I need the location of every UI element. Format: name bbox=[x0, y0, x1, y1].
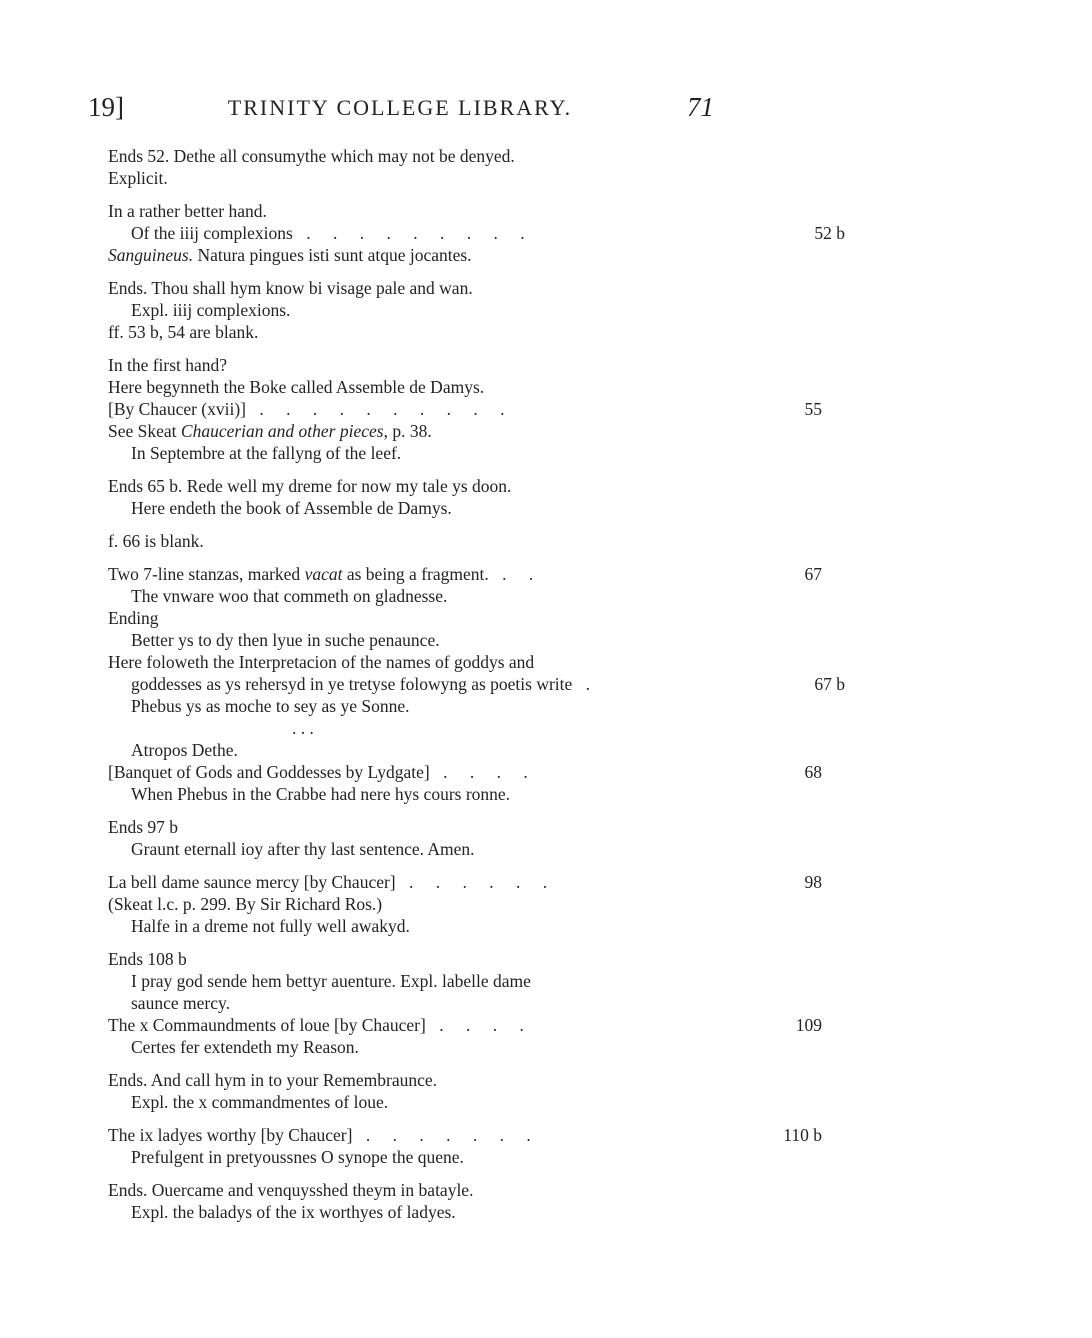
folio-ref: 68 bbox=[804, 762, 822, 782]
catalog-line: Ends. And call hym in to your Remembraunce. bbox=[108, 1070, 438, 1090]
catalog-line: Halfe in a dreme not fully well awakyd. bbox=[131, 916, 410, 936]
catalog-line: In a rather better hand. bbox=[108, 201, 267, 221]
catalog-line: Better ys to dy then lyue in suche penaunce. bbox=[131, 630, 440, 650]
catalog-line: Ends. Ouercame and venquysshed theym in batayle. bbox=[108, 1180, 474, 1200]
catalog-entry: [By Chaucer (xvii)] . . . . . . . . . . 55 bbox=[108, 399, 822, 419]
catalog-line: See Skeat Chaucerian and other pieces, p. 38. bbox=[108, 421, 432, 441]
folio-ref: 55 bbox=[804, 399, 822, 419]
catalog-line: Prefulgent in pretyoussnes O synope the quene. bbox=[131, 1147, 464, 1167]
catalog-entry: The ix ladyes worthy [by Chaucer] . . . . . . . 110 b bbox=[108, 1125, 822, 1145]
catalog-line: Expl. the x commandmentes of loue. bbox=[131, 1092, 389, 1112]
catalog-line: ff. 53 b, 54 are blank. bbox=[108, 322, 259, 342]
catalog-line: Expl. the baladys of the ix worthyes of ladyes. bbox=[131, 1202, 456, 1222]
catalog-line: Ends 97 b bbox=[108, 817, 178, 837]
catalog-entry: [Banquet of Gods and Goddesses by Lydgate] . . . . 68 bbox=[108, 762, 822, 782]
catalog-line: In Septembre at the fallyng of the leef. bbox=[131, 443, 402, 463]
folio-ref: 110 b bbox=[783, 1125, 822, 1145]
catalog-line: Atropos Dethe. bbox=[131, 740, 238, 760]
page-number-right: 71 bbox=[687, 92, 714, 122]
running-title: TRINITY COLLEGE LIBRARY. bbox=[227, 95, 573, 120]
catalog-line: Here foloweth the Interpretacion of the names of goddys and bbox=[108, 652, 535, 672]
folio-ref: 67 bbox=[804, 564, 822, 584]
catalog-line: Ends 52. Dethe all consumythe which may not be denyed. bbox=[108, 146, 515, 166]
catalog-line: Here begynneth the Boke called Assemble de Damys. bbox=[108, 377, 485, 397]
catalog-line: Ends. Thou shall hym know bi visage pale and wan. bbox=[108, 278, 473, 298]
catalog-line: In the first hand? bbox=[108, 355, 228, 375]
catalog-entry: goddesses as ys rehersyd in ye tretyse folowyng as poetis write . 67 b bbox=[131, 674, 845, 694]
catalog-line: Here endeth the book of Assemble de Damys. bbox=[131, 498, 452, 518]
catalog-line: Ending bbox=[108, 608, 159, 628]
catalog-entry: Two 7-line stanzas, marked vacat as being a fragment. . . 67 bbox=[108, 564, 822, 584]
catalog-line: Sanguineus. Natura pingues isti sunt atque jocantes. bbox=[108, 245, 472, 265]
catalog-entry: The x Commaundments of loue [by Chaucer] . . . . 109 bbox=[108, 1015, 822, 1035]
catalog-line: The vnware woo that commeth on gladnesse. bbox=[131, 586, 448, 606]
catalog-line: I pray god sende hem bettyr auenture. Expl. labelle dame bbox=[131, 971, 531, 991]
ellipsis: . . . bbox=[292, 718, 314, 738]
catalog-line: Expl. iiij complexions. bbox=[131, 300, 291, 320]
catalog-entry: La bell dame saunce mercy [by Chaucer] . . . . . . 98 bbox=[108, 872, 822, 892]
catalog-line: f. 66 is blank. bbox=[108, 531, 204, 551]
catalog-line: saunce mercy. bbox=[131, 993, 230, 1013]
catalog-line: When Phebus in the Crabbe had nere hys cours ronne. bbox=[131, 784, 511, 804]
folio-ref: 98 bbox=[804, 872, 822, 892]
catalog-entry: Of the iiij complexions . . . . . . . . . 52 b bbox=[131, 223, 845, 243]
catalog-line: Explicit. bbox=[108, 168, 168, 188]
catalog-line: Ends 65 b. Rede well my dreme for now my tale ys doon. bbox=[108, 476, 512, 496]
catalog-line: Ends 108 b bbox=[108, 949, 187, 969]
catalog-line: Phebus ys as moche to sey as ye Sonne. bbox=[131, 696, 410, 716]
folio-ref: 52 b bbox=[814, 223, 845, 243]
folio-ref: 67 b bbox=[814, 674, 845, 694]
catalog-line: Certes fer extendeth my Reason. bbox=[131, 1037, 359, 1057]
catalog-line: Graunt eternall ioy after thy last sentence. Amen. bbox=[131, 839, 475, 859]
folio-ref: 109 bbox=[795, 1015, 822, 1035]
page-number-left: 19] bbox=[88, 92, 124, 122]
catalog-line: (Skeat l.c. p. 299. By Sir Richard Ros.) bbox=[108, 894, 383, 914]
